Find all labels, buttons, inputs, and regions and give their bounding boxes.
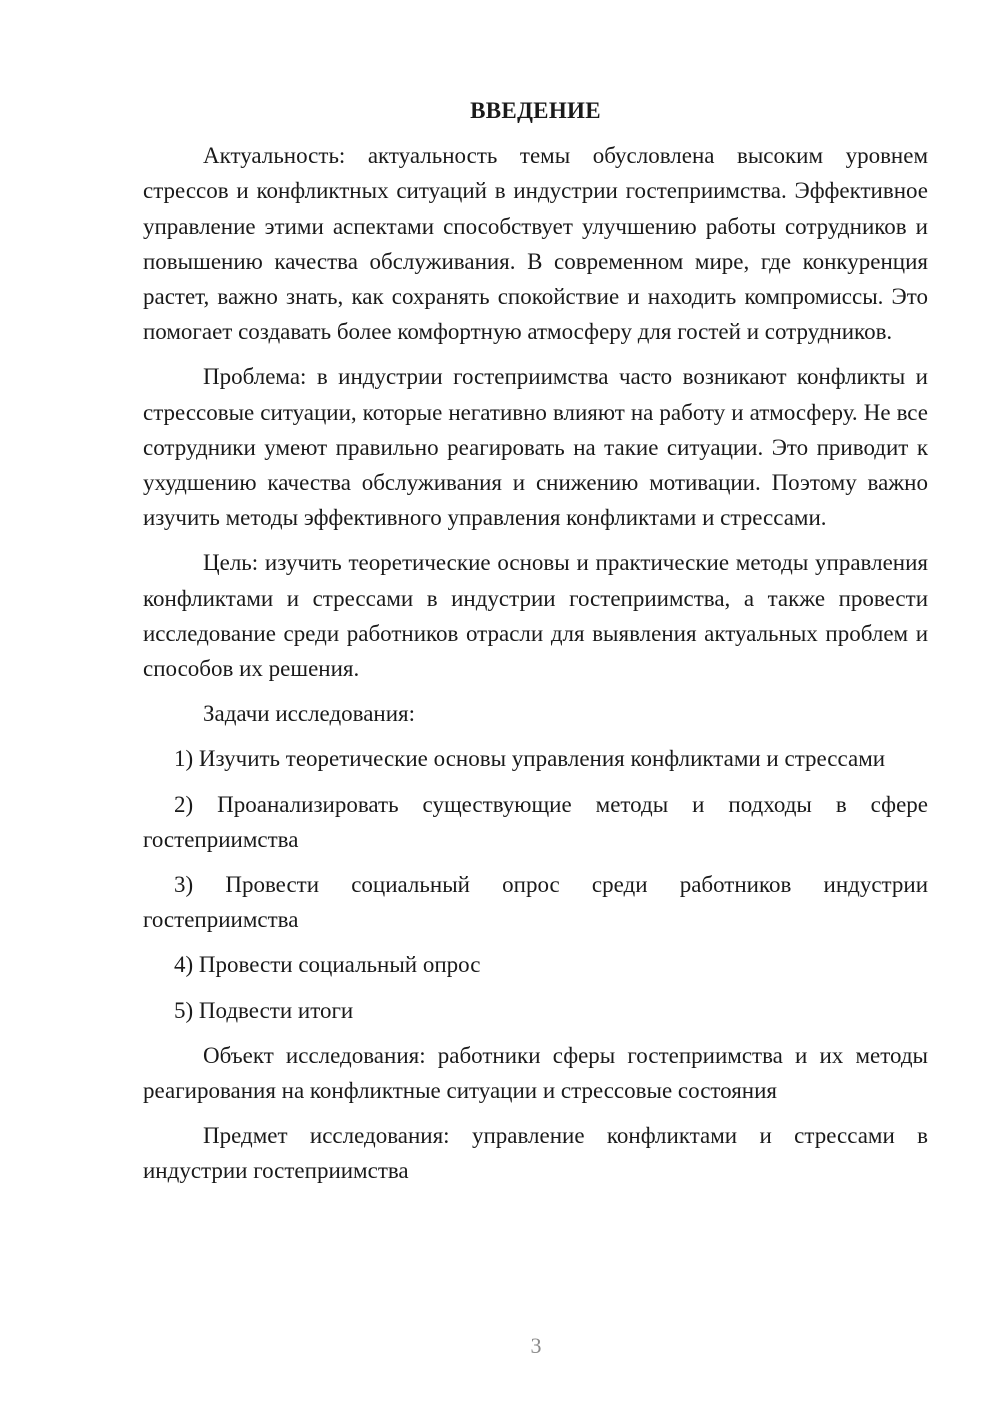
- subject-paragraph: Предмет исследования: управление конфликтами и стрессами в индустрии гостеприимства: [143, 1123, 928, 1184]
- task-item-2: 2) Проанализировать существующие методы и подходы в сфере гостеприимства: [143, 791, 928, 852]
- problem-paragraph: Проблема: в индустрии гостеприимства часто возникают конфликты и стрессовые ситуации, которые негативно влияют на работу и атмосферу. Не все сотрудники умеют правильно реагировать на такие ситуации. Это приводит к ухудшению качества обслуживания и снижению мотивации. Поэтому важно изучить методы эффективного управления конфликтами и стрессами.: [143, 364, 928, 531]
- page-number: 3: [530, 1333, 542, 1358]
- object-paragraph: Объект исследования: работники сферы гостеприимства и их методы реагирования на конфликтные ситуации и стрессовые состояния: [143, 1042, 928, 1104]
- relevance-paragraph: Актуальность: актуальность темы обусловлена высоким уровнем стрессов и конфликтных ситуаций в индустрии гостеприимства. Эффективное управление этими аспектами способствует улучшению работы сотрудников и повышению качества обслуживания. В современном мире, где конкуренция растет, важно знать, как сохранять спокойствие и находить компромиссы. Это помогает создавать более комфортную атмосферу для гостей и сотрудников.: [143, 143, 928, 345]
- goal-paragraph: Цель: изучить теоретические основы и практические методы управления конфликтами и стрессами в индустрии гостеприимства, а также провести исследование среди работников отрасли для выявления актуальных проблем и способов их решения.: [143, 550, 928, 682]
- page-title: ВВЕДЕНИЕ: [470, 98, 601, 123]
- page-content: [143, 93, 928, 1199]
- task-item-1: 1) Изучить теоретические основы управления конфликтами и стрессами: [174, 746, 886, 772]
- task-item-4: 4) Провести социальный опрос: [174, 952, 481, 978]
- task-item-5: 5) Подвести итоги: [174, 997, 354, 1023]
- tasks-heading: Задачи исследования:: [203, 701, 416, 727]
- task-item-3: 3) Провести социальный опрос среди работников индустрии гостеприимства: [143, 872, 928, 933]
